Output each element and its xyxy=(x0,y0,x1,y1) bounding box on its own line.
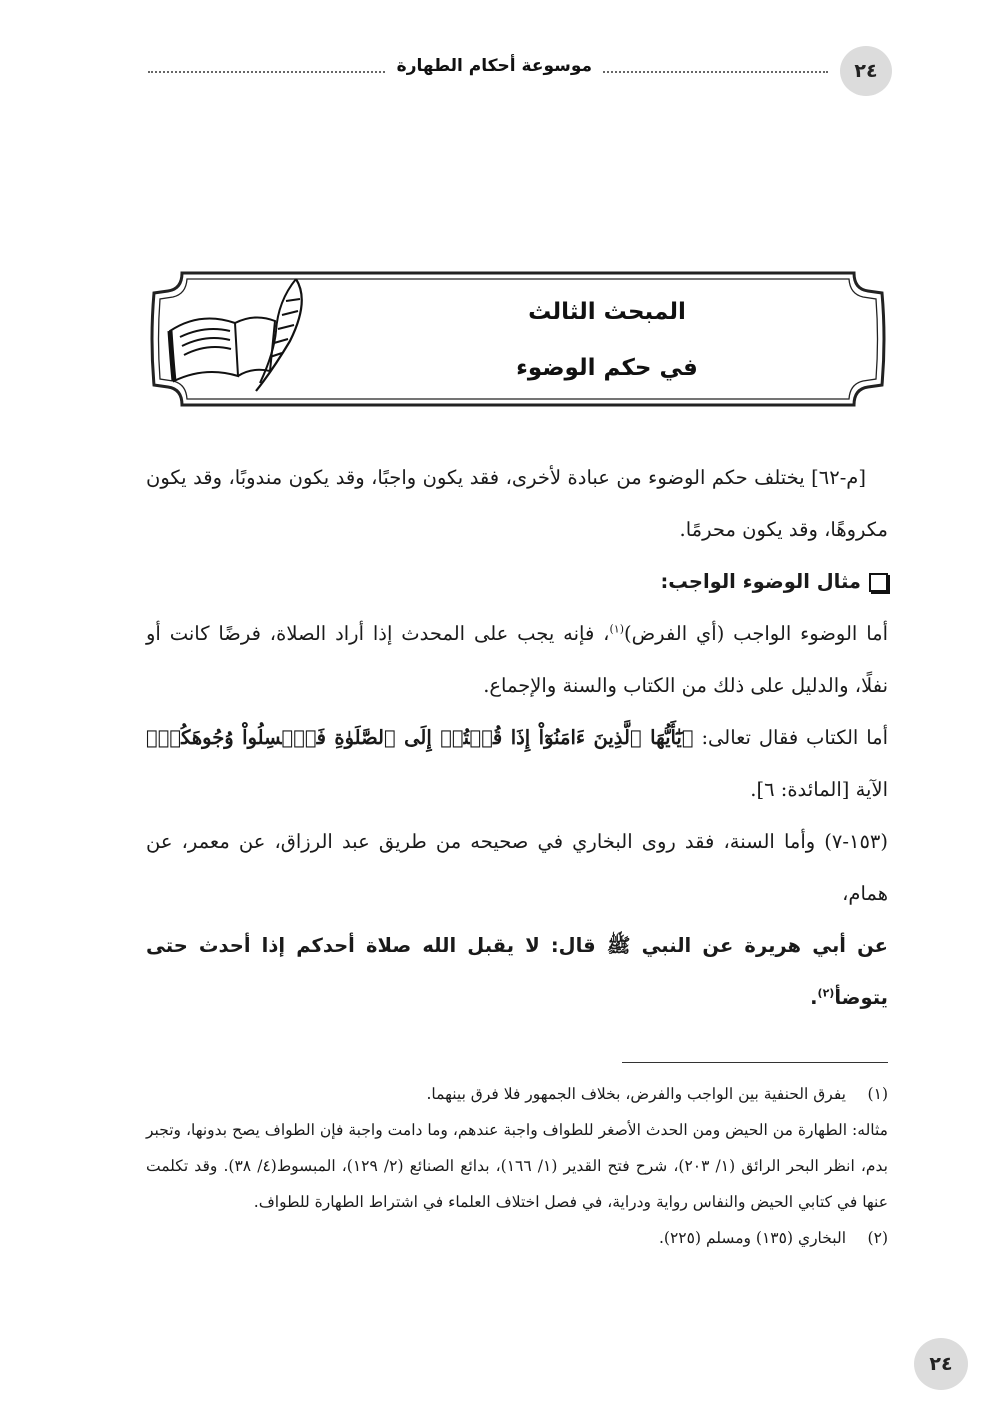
footnote-number: (٢) xyxy=(867,1229,888,1247)
running-title: موسوعة أحكام الطهارة xyxy=(387,56,602,76)
hadith-text xyxy=(146,920,888,1024)
quran-verse: ﴿يَٰٓأَيُّهَا ٱلَّذِينَ ءَامَنُوٓاْ إِذَا قُمۡتُمۡ إِلَى ٱلصَّلَوٰةِ فَٱغۡسِلُواْ وُجُوهَكُمۡ﴾ xyxy=(146,726,694,749)
header-page-number: ٢٤ xyxy=(840,46,892,96)
book-and-quill-icon xyxy=(160,271,320,401)
hadith-body: عن أبي هريرة عن النبي ﷺ قال: لا يقبل الله صلاة أحدكم إذا أحدث حتى يتوضأ xyxy=(146,934,888,1009)
footnote-ref-1[interactable]: (١) xyxy=(609,622,624,636)
section-heading xyxy=(146,556,888,608)
paragraph-wajib xyxy=(146,608,888,712)
footnote-text: البخاري (١٣٥) ومسلم (٢٢٥). xyxy=(659,1229,846,1247)
footnote-1 xyxy=(146,1076,888,1112)
checkbox-icon xyxy=(869,573,888,592)
quran-lead: أما الكتاب فقال تعالى: xyxy=(693,726,888,749)
paragraph-wajib-lead: أما الوضوء الواجب (أي الفرض) xyxy=(624,622,888,645)
footnotes xyxy=(146,1076,888,1256)
intro-paragraph: [م-٦٢] يختلف حكم الوضوء من عبادة لأخرى، فقد يكون واجبًا، وقد يكون مندوبًا، وقد يكون مكروهًا، وقد يكون محرمًا. xyxy=(146,466,888,541)
section-heading-text: مثال الوضوء الواجب: xyxy=(660,570,861,593)
footnote-ref-2[interactable]: (٢) xyxy=(817,986,835,1000)
paragraph-sunnah: (١٥٣-٧) وأما السنة، فقد روى البخاري في صحيحه من طريق عبد الرزاق، عن معمر، عن همام، xyxy=(146,830,888,905)
footnote-text: يفرق الحنفية بين الواجب والفرض، بخلاف الجمهور فلا فرق بينهما. xyxy=(426,1085,846,1103)
main-text xyxy=(146,452,888,1024)
footnote-2 xyxy=(146,1220,888,1256)
footnote-1-continuation: مثاله: الطهارة من الحيض ومن الحدث الأصغر للطواف واجبة عندهم، وما دامت واجبة فإن الطواف يصح بدونها، وتجبر بدم، انظر البحر الرائق (١/ ٢٠٣)، شرح فتح القدير (١/ ١٦٦)، بدائع الصنائع (٢/ ١٢٩)، المبسوط(٤/ ٣٨). وقد تكلمت عنها في كتابي الحيض والنفاس رواية ودراية، في فصل اختلاف العلماء في اشتراط الطهارة للطواف. xyxy=(146,1121,888,1211)
footer-page-number: ٢٤ xyxy=(914,1338,968,1390)
paragraph-quran xyxy=(146,712,888,816)
quran-citation: الآية [المائدة: ٦]. xyxy=(750,778,888,801)
running-header xyxy=(140,44,892,98)
chapter-subtitle: في حكم الوضوء xyxy=(516,355,698,381)
paragraph-wajib-rest: ، فإنه يجب على المحدث إذا أراد الصلاة، فرضًا كانت أو نفلًا، والدليل على ذلك من الكتاب والسنة والإجماع. xyxy=(146,622,888,697)
chapter-title: المبحث الثالث xyxy=(528,299,686,325)
footnote-number: (١) xyxy=(867,1085,888,1103)
chapter-title-frame xyxy=(142,263,894,415)
footnote-separator xyxy=(622,1062,888,1063)
hadith-end: . xyxy=(810,986,818,1009)
